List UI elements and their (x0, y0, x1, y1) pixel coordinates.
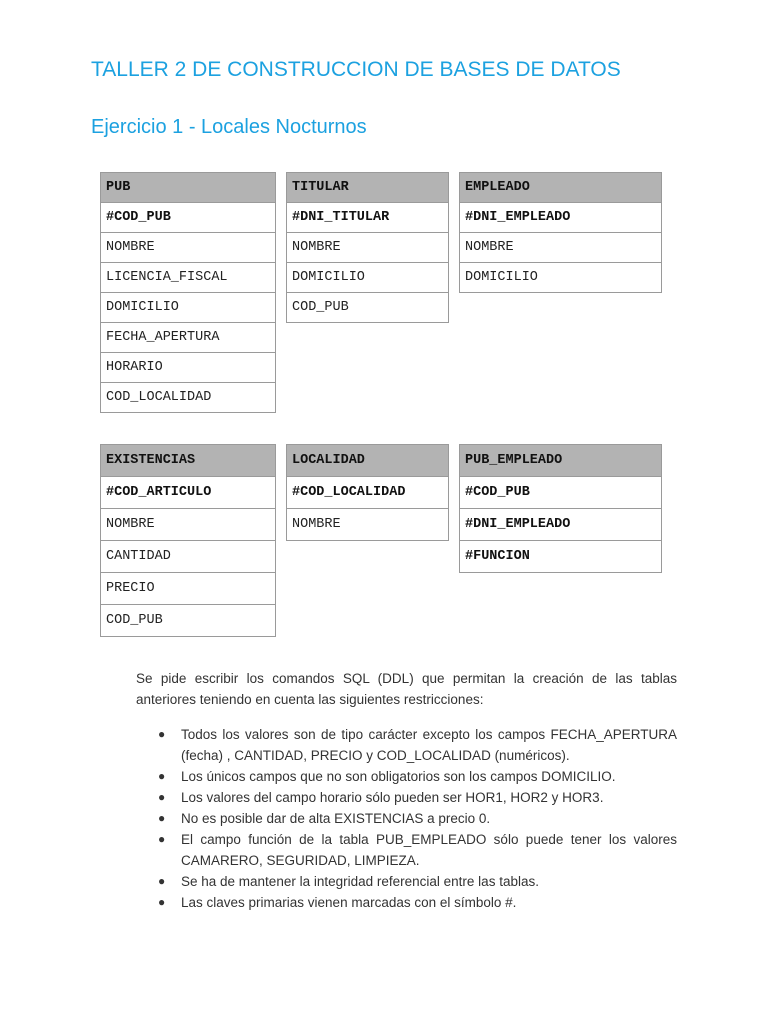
list-item (136, 808, 677, 829)
bullet-icon: ● (158, 727, 166, 741)
restriction-text: Se ha de mantener la integridad referencial entre las tablas. (181, 874, 539, 889)
entity-field-pk: #DNI_EMPLEADO (460, 509, 662, 541)
entity-field-pk: #COD_LOCALIDAD (287, 477, 449, 509)
entity-table-existencias (100, 444, 276, 637)
restriction-text: Las claves primarias vienen marcadas con el símbolo #. (181, 895, 517, 910)
exercise-heading: Ejercicio 1 - Locales Nocturnos (91, 116, 367, 138)
entity-field-pk: #DNI_TITULAR (287, 203, 449, 233)
entity-field: NOMBRE (101, 233, 276, 263)
entity-field: COD_LOCALIDAD (101, 383, 276, 413)
entity-field-pk: #COD_PUB (460, 477, 662, 509)
entity-header: EMPLEADO (460, 173, 662, 203)
restriction-text: Los únicos campos que no son obligatorios son los campos DOMICILIO. (181, 769, 616, 784)
entity-field: HORARIO (101, 353, 276, 383)
entity-field: DOMICILIO (101, 293, 276, 323)
list-item (136, 724, 677, 766)
entity-field: NOMBRE (460, 233, 662, 263)
entity-table-titular (286, 172, 449, 323)
entity-header: LOCALIDAD (287, 445, 449, 477)
entity-field: NOMBRE (101, 509, 276, 541)
restriction-text: No es posible dar de alta EXISTENCIAS a precio 0. (181, 811, 491, 826)
list-item (136, 871, 677, 892)
entity-field: COD_PUB (287, 293, 449, 323)
entity-field: FECHA_APERTURA (101, 323, 276, 353)
list-item (136, 829, 677, 871)
bullet-icon: ● (158, 832, 166, 846)
entity-table-pub-empleado (459, 444, 662, 573)
restrictions-list (136, 724, 677, 913)
entity-field-pk: #COD_ARTICULO (101, 477, 276, 509)
restriction-text: Los valores del campo horario sólo pueden ser HOR1, HOR2 y HOR3. (181, 790, 604, 805)
instructions-paragraph: Se pide escribir los comandos SQL (DDL) que permitan la creación de las tablas anteriores teniendo en cuenta las siguientes restricciones: (136, 671, 677, 707)
bullet-icon: ● (158, 874, 166, 888)
entity-field: DOMICILIO (287, 263, 449, 293)
document-title: TALLER 2 DE CONSTRUCCION DE BASES DE DATOS (91, 58, 621, 81)
entity-field-pk: #DNI_EMPLEADO (460, 203, 662, 233)
entity-table-localidad (286, 444, 449, 541)
entity-header: TITULAR (287, 173, 449, 203)
entity-table-empleado (459, 172, 662, 293)
entity-header: EXISTENCIAS (101, 445, 276, 477)
entity-field-pk: #FUNCION (460, 541, 662, 573)
entity-field: LICENCIA_FISCAL (101, 263, 276, 293)
entity-field: COD_PUB (101, 605, 276, 637)
list-item (136, 892, 677, 913)
entity-field-pk: #COD_PUB (101, 203, 276, 233)
list-item (136, 787, 677, 808)
list-item (136, 766, 677, 787)
entity-header: PUB (101, 173, 276, 203)
restriction-text: Todos los valores son de tipo carácter excepto los campos FECHA_APERTURA (fecha) , CANTIDAD, PRECIO y COD_LOCALIDAD (numéricos). (181, 727, 677, 763)
bullet-icon: ● (158, 790, 166, 804)
restriction-text: El campo función de la tabla PUB_EMPLEADO sólo puede tener los valores CAMARERO, SEGURIDAD, LIMPIEZA. (181, 832, 677, 868)
entity-field: PRECIO (101, 573, 276, 605)
entity-table-pub (100, 172, 276, 413)
bullet-icon: ● (158, 769, 166, 783)
entity-field: NOMBRE (287, 233, 449, 263)
entity-header: PUB_EMPLEADO (460, 445, 662, 477)
entity-field: NOMBRE (287, 509, 449, 541)
bullet-icon: ● (158, 895, 166, 909)
entity-field: CANTIDAD (101, 541, 276, 573)
entity-field: DOMICILIO (460, 263, 662, 293)
bullet-icon: ● (158, 811, 166, 825)
